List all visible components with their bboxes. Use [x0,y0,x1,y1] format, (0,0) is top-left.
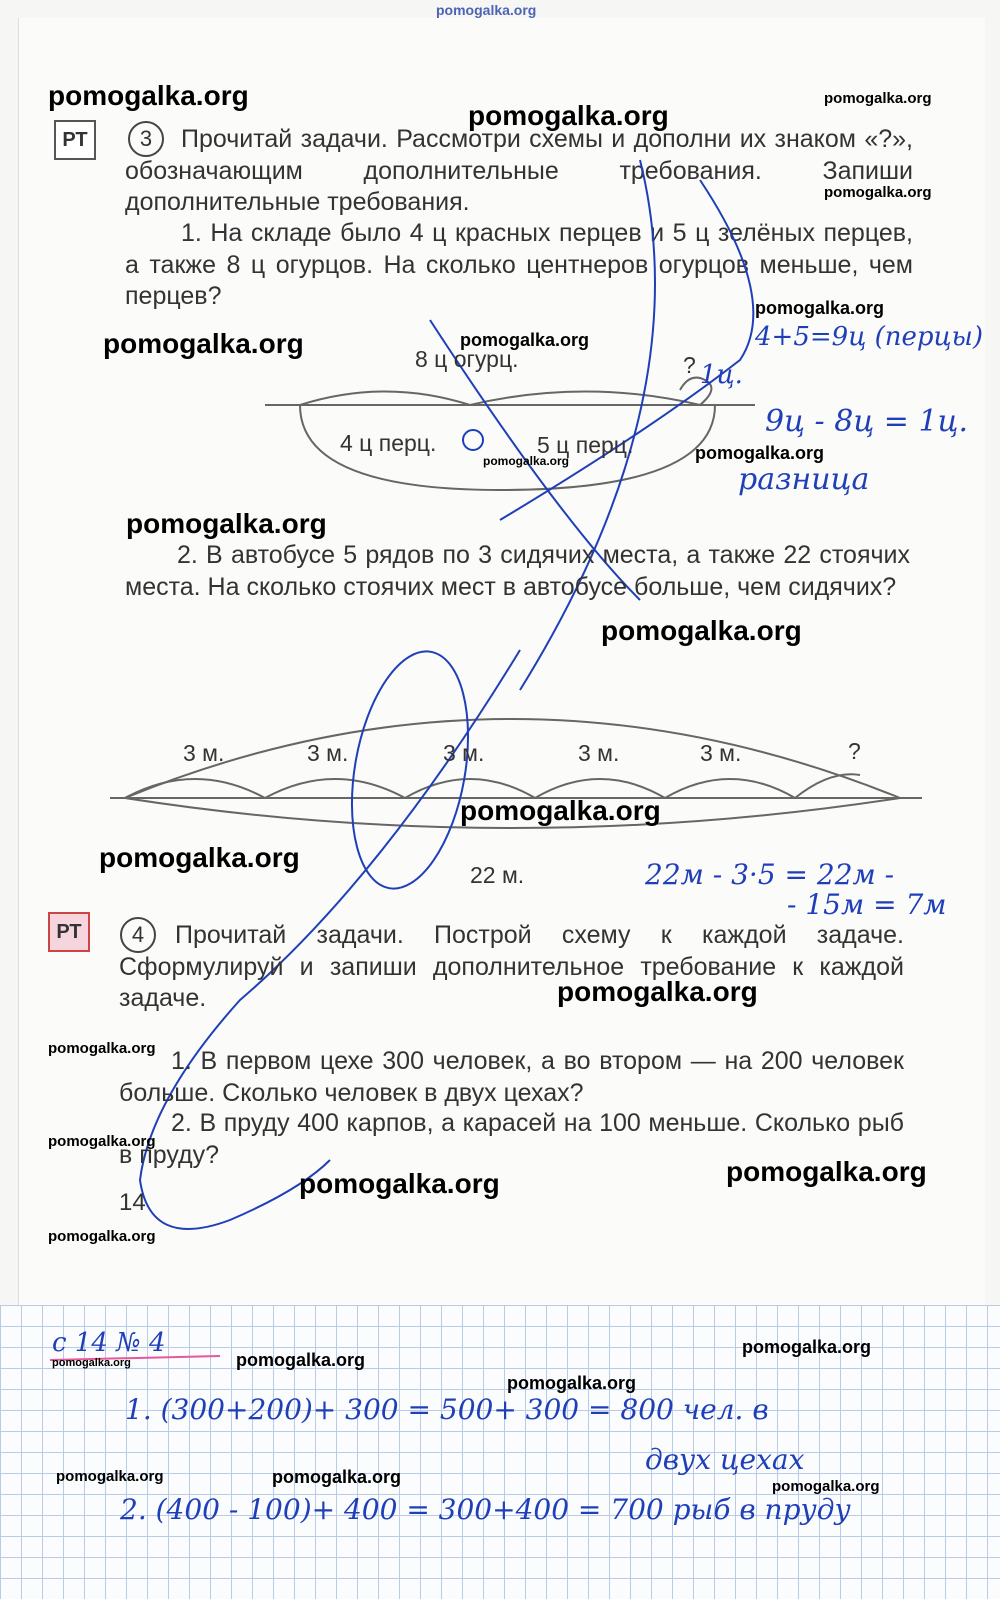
diagram2-question: ? [848,738,861,764]
hand-line: 4+5=9ц (перцы) [755,322,983,352]
diagram2-bottom-label: 22 м. [470,862,525,888]
watermark: pomogalka.org [126,508,327,539]
watermark: pomogalka.org [103,328,304,359]
hand-line: 22м - 3·5 = 22м - [645,858,895,891]
task3-problem1: 1. На складе было 4 ц красных перцев и 5 ц зелёных перцев, а также 8 ц огурцов. На сколько центнеров огурцов меньше, чем перцев? [125,219,913,310]
diagram2-seg: 3 м. [443,740,485,766]
pen-loop [335,642,485,897]
watermark: pomogalka.org [824,184,932,201]
task4-intro: Прочитай задачи. Построй схему к каждой задаче. Сформулируй и запиши дополнительное требование к каждой задаче. [119,921,904,1012]
diagram2-seg: 3 м. [183,740,225,766]
hand-line: - 15м = 7м [787,888,947,921]
watermark: pomogalka.org [742,1337,872,1357]
hand-line: 9ц - 8ц = 1ц. [765,404,969,439]
watermark: pomogalka.org [460,795,661,826]
task-number-3: 3 [128,121,164,157]
watermark: pomogalka.org [52,1357,131,1369]
watermark: pomogalka.org [483,454,570,468]
watermark: pomogalka.org [56,1468,164,1485]
diagram2-seg: 3 м. [700,740,742,766]
watermark: pomogalka.org [48,1040,156,1057]
hand-solution-1: 1. (300+200)+ 300 = 500+ 300 = 800 чел. в [125,1393,769,1426]
watermark: pomogalka.org [824,90,932,107]
watermark: pomogalka.org [557,976,758,1007]
watermark: pomogalka.org [695,443,825,463]
watermark: pomogalka.org [272,1467,402,1487]
task4-problem1: 1. В первом цехе 300 человек, а во втором — на 200 человек больше. Сколько человек в двух цехах? [119,1047,904,1107]
pen-stroke [520,160,655,690]
task3-intro: Прочитай задачи. Рассмотри схемы и дополни их знаком «?», обозначающим дополнительные требования. Запиши дополнительные требования. [125,125,913,216]
diagram1-top-label: 8 ц огурц. [415,346,519,372]
watermark: pomogalka.org [755,298,885,318]
task-number-4: 4 [120,917,156,953]
watermark: pomogalka.org [468,100,669,131]
watermark: pomogalka.org [436,2,537,18]
watermark: pomogalka.org [299,1168,500,1199]
diagram1-question: ? [683,352,696,378]
watermark: pomogalka.org [48,1133,156,1150]
watermark: pomogalka.org [48,80,249,111]
page-number: 14 [119,1189,146,1216]
watermark: pomogalka.org [460,330,590,350]
diagram1-top-arcs [300,378,711,405]
task3-problem2: 2. В автобусе 5 рядов по 3 сидячих места, а также 22 стоячих места. На сколько стоячих мест в автобусе больше, чем сидячих? [125,541,910,601]
watermark: pomogalka.org [772,1478,880,1495]
hand-solution-2: 2. (400 - 100)+ 400 = 300+400 = 700 рыб в пруду [120,1493,851,1526]
hand-answer-1: 1ц. [700,360,743,390]
diagram2-seg: 3 м. [578,740,620,766]
rt-badge: РТ [54,120,96,160]
hand-note-header: с 14 № 4 [52,1328,166,1358]
watermark: pomogalka.org [726,1156,927,1187]
hand-solution-1-cont: двух цехах [645,1443,805,1476]
watermark: pomogalka.org [601,615,802,646]
pen-circle [463,430,483,450]
watermark: pomogalka.org [48,1228,156,1245]
hand-line: разница [738,462,870,497]
watermark: pomogalka.org [99,842,300,873]
diagram1-seg2: 5 ц перц. [537,432,634,458]
task4-problem2: 2. В пруду 400 карпов, а карасей на 100 меньше. Сколько рыб в пруду? [119,1109,904,1169]
diagram1-seg1: 4 ц перц. [340,430,437,456]
rt-badge: РТ [48,912,90,952]
watermark: pomogalka.org [507,1373,637,1393]
diagram2-seg: 3 м. [307,740,349,766]
watermark: pomogalka.org [236,1350,366,1370]
